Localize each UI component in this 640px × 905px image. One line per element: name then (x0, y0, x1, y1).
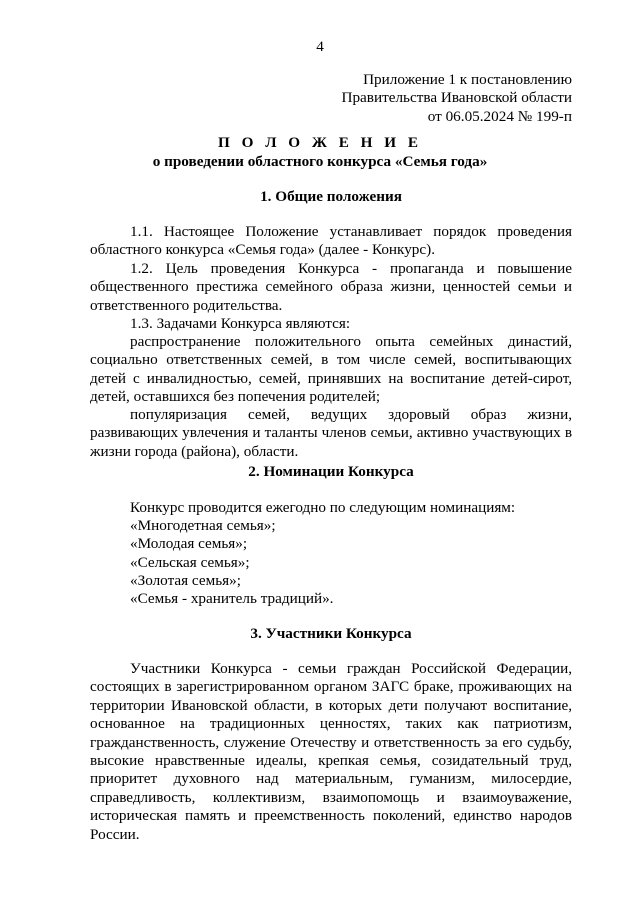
appendix-line-2: Правительства Ивановской области (341, 89, 572, 107)
section-3-heading: 3. Участники Конкурса (250, 625, 412, 642)
nomination-item: «Молодая семья»; (130, 535, 248, 552)
section-1-task-2: популяризация семей, ведущих здоровый образ жизни, развивающих увлечения и таланты членов семьи, активно участвующих в жизни города (района), области. (90, 406, 572, 460)
section-2-intro: Конкурс проводится ежегодно по следующим номинациям: (130, 499, 516, 516)
section-1-heading: 1. Общие положения (260, 188, 402, 205)
section-1-task-1: распространение положительного опыта семейных династий, социально ответственных семей, в том числе семей, воспитывающих детей с инвалидностью, семей, принявших на воспитание детей-сирот, детей, оставшихся без попечения родителей; (90, 333, 572, 406)
section-2-heading: 2. Номинации Конкурса (248, 463, 414, 480)
section-3-paragraph: Участники Конкурса - семьи граждан Российской Федерации, состоящих в зарегистрированном органом ЗАГС браке, проживающих на территории Ивановской области, в которых дети получают воспитание, основанное на традиционных ценностях, таких как патриотизм, гражданственность, служение Отечеству и ответственность за его судьбу, высокие нравственные идеалы, крепкая семья, созидательный труд, приоритет духовного над материальным, гуманизм, милосердие, справедливость, коллективизм, взаимопомощь и взаимоуважение, историческая память и преемственность поколений, единство народов России. (90, 660, 572, 843)
appendix-block (342, 71, 573, 126)
section-1-paragraph-1-2: 1.2. Цель проведения Конкурса - пропаганда и повышение общественного престижа семейного образа жизни, ценностей семьи и ответственного родительства. (90, 260, 572, 314)
appendix-line-1: Приложение 1 к постановлению (363, 71, 572, 88)
section-1-paragraph-1-1: 1.1. Настоящее Положение устанавливает порядок проведения областного конкурса «Семья года» (далее - Конкурс). (90, 223, 572, 259)
section-1-paragraph-1-3: 1.3. Задачами Конкурса являются: (130, 315, 351, 332)
appendix-line-3: от 06.05.2024 № 199-п (427, 107, 572, 125)
nomination-item: «Семья - хранитель традиций». (130, 590, 334, 607)
page-number: 4 (316, 38, 324, 55)
document-subtitle: о проведении областного конкурса «Семья года» (152, 153, 488, 170)
nomination-item: «Сельская семья»; (130, 554, 250, 571)
document-title: П О Л О Ж Е Н И Е (217, 134, 423, 151)
nomination-item: «Золотая семья»; (130, 572, 241, 589)
nomination-item: «Многодетная семья»; (130, 517, 276, 534)
